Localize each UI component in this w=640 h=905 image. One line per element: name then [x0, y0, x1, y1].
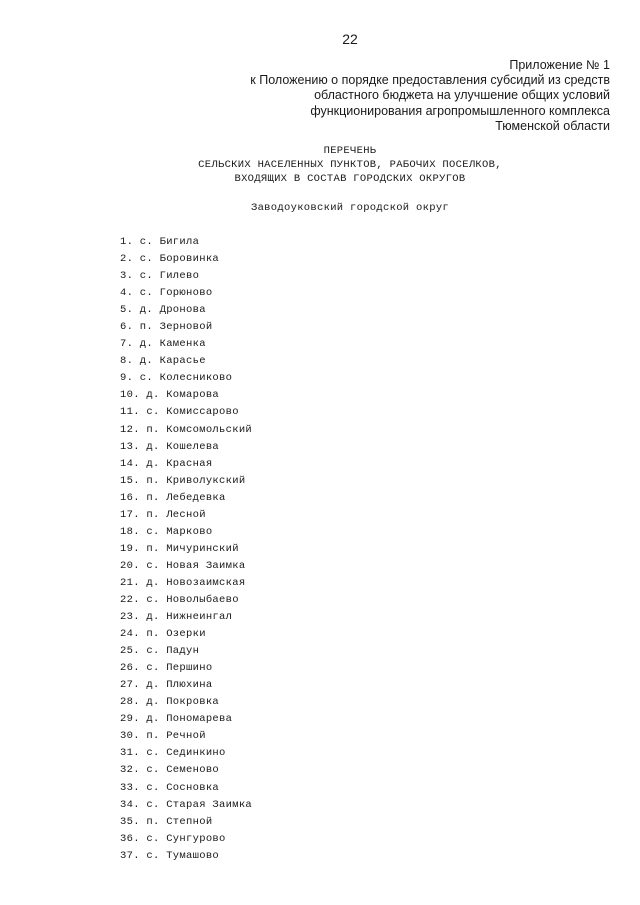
list-item: 31. с. Сединкино: [120, 747, 226, 760]
list-item: 14. д. Красная: [120, 457, 213, 470]
page-number: 22: [342, 31, 358, 47]
list-item: 1. с. Бигила: [120, 236, 200, 248]
list-item: 10. д. Комарова: [120, 389, 220, 402]
appendix-title: Приложение № 1: [509, 58, 610, 72]
appendix-line: функционирования агропромышленного комплекса: [310, 103, 610, 118]
district-title: Заводоуковский городской округ: [250, 202, 450, 214]
list-item: 29. д. Пономарева: [120, 713, 233, 726]
list-item: 35. п. Степной: [120, 815, 213, 828]
settlements-list: [120, 234, 252, 865]
heading-title: ПЕРЕЧЕНЬ: [323, 145, 377, 157]
list-item: 15. п. Криволукский: [120, 474, 246, 487]
list-item: 37. с. Тумашово: [120, 849, 220, 862]
list-item: 19. п. Мичуринский: [120, 542, 239, 555]
appendix-header: [210, 58, 610, 134]
list-item: 20. с. Новая Заимка: [120, 559, 246, 572]
list-item: 27. д. Плюхина: [120, 679, 213, 692]
appendix-line: Тюменской области: [495, 118, 610, 133]
list-item: 18. с. Марково: [120, 525, 213, 538]
appendix-line: областного бюджета на улучшение общих условий: [314, 88, 610, 103]
list-item: 24. п. Озерки: [120, 628, 206, 641]
list-item: 9. с. Колесниково: [120, 372, 233, 385]
list-item: 33. с. Сосновка: [120, 781, 220, 794]
list-item: 30. п. Речной: [120, 730, 206, 743]
appendix-line: к Положению о порядке предоставления субсидий из средств: [250, 73, 610, 88]
heading-subtitle: СЕЛЬСКИХ НАСЕЛЕННЫХ ПУНКТОВ, РАБОЧИХ ПОСЕЛКОВ,: [198, 159, 502, 171]
list-item: 4. с. Горюново: [120, 287, 213, 300]
list-item: 36. с. Сунгурово: [120, 832, 226, 845]
list-item: 23. д. Нижнеингал: [120, 611, 233, 624]
list-item: 2. с. Боровинка: [120, 253, 220, 266]
document-heading: [0, 144, 640, 186]
list-item: 16. п. Лебедевка: [120, 491, 226, 504]
list-item: 28. д. Покровка: [120, 696, 220, 709]
list-item: 12. п. Комсомольский: [120, 423, 253, 436]
list-item: 5. д. Дронова: [120, 304, 206, 317]
list-item: 25. с. Падун: [120, 645, 200, 658]
list-item: 21. д. Новозаимская: [120, 576, 246, 589]
list-item: 32. с. Семеново: [120, 764, 220, 777]
heading-subtitle: ВХОДЯЩИХ В СОСТАВ ГОРОДСКИХ ОКРУГОВ: [234, 173, 466, 185]
list-item: 13. д. Кошелева: [120, 440, 220, 453]
list-item: 17. п. Лесной: [120, 508, 206, 521]
list-item: 26. с. Першино: [120, 662, 213, 675]
list-item: 3. с. Гилево: [120, 270, 200, 283]
list-item: 7. д. Каменка: [120, 338, 206, 351]
list-item: 8. д. Карасье: [120, 355, 206, 368]
list-item: 22. с. Новолыбаево: [120, 593, 239, 606]
list-item: 11. с. Комиссарово: [120, 406, 239, 419]
list-item: 6. п. Зерновой: [120, 321, 213, 334]
list-item: 34. с. Старая Заимка: [120, 798, 253, 811]
